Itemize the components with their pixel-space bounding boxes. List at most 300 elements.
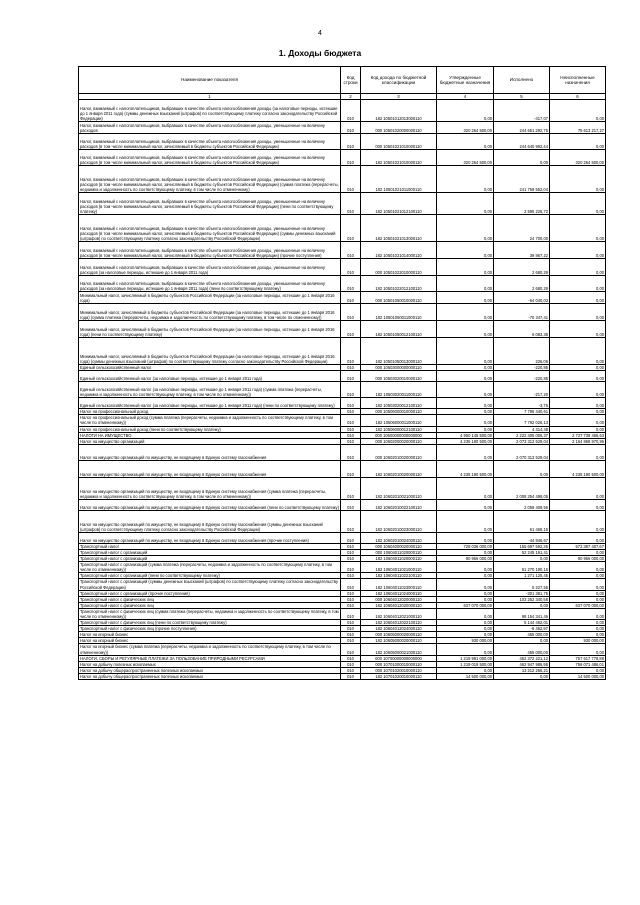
table-row: [79, 398, 606, 409]
row-kbk: 182 10506000011000110: [361, 415, 437, 426]
row-line-code: 010: [341, 632, 361, 638]
row-executed: 244 651 292,75: [494, 122, 550, 134]
row-executed: -220,85: [494, 371, 550, 382]
row-line-code: 010: [341, 510, 361, 532]
row-line-code: 010: [341, 626, 361, 632]
row-kbk: 182 10503020011000110: [361, 382, 437, 398]
row-line-code: 010: [341, 292, 361, 304]
row-name: Налог на профессиональный доход: [79, 409, 341, 415]
row-executed: -6 462,97: [494, 626, 550, 632]
row-remaining: 572 387 407,67: [550, 543, 606, 549]
row-name: Налог на имущество организаций по имуществу, не входящему в Единую систему газоснабжения: [79, 460, 341, 477]
row-approved: 0,00: [437, 532, 494, 543]
row-remaining: 0,00: [550, 562, 606, 573]
row-line-code: 010: [341, 460, 361, 477]
row-executed: 455 000,00: [494, 644, 550, 655]
row-approved: 0,00: [437, 382, 494, 398]
row-executed: 0,00: [494, 460, 550, 477]
row-approved: 0,00: [437, 276, 494, 292]
row-kbk: 182 10604012020000110: [361, 602, 437, 608]
row-line-code: 010: [341, 398, 361, 409]
row-name: Транспортный налог с организаций (сумма платежа (перерасчеты, недоимка и задолженность по соответствующему платежу, в том числе по отмененному)): [79, 562, 341, 573]
row-remaining: 0,00: [550, 371, 606, 382]
row-line-code: 010: [341, 543, 361, 549]
row-executed: 244 640 992,44: [494, 134, 550, 150]
row-remaining: 0,00: [550, 415, 606, 426]
row-remaining: 0,00: [550, 100, 606, 122]
row-kbk: 182 10701020010000110: [361, 673, 437, 679]
row-approved: 0,00: [437, 242, 494, 259]
row-executed: 7 792 026,13: [494, 415, 550, 426]
row-remaining: 0,00: [550, 409, 606, 415]
row-kbk: 000 10600000000000000: [361, 432, 437, 438]
table-row: [79, 338, 606, 365]
row-remaining: 757 617 778,88: [550, 655, 606, 661]
row-approved: 0,00: [437, 444, 494, 460]
row-line-code: 010: [341, 638, 361, 644]
row-name: Налог на имущество организаций: [79, 438, 341, 444]
row-executed: 13 212 265,21: [494, 667, 550, 673]
row-line-code: 010: [341, 276, 361, 292]
row-remaining: 756 071 486,01: [550, 661, 606, 667]
row-line-code: 010: [341, 304, 361, 321]
row-approved: 4 950 145 500,00: [437, 432, 494, 438]
row-name: Налог на имущество организаций по имуществу, не входящему в Единую систему газоснабжения (суммы денежных взысканий (штрафов) по соответствующему платежу согласно законодательству Российской Федерации): [79, 510, 341, 532]
row-remaining: 0,00: [550, 292, 606, 304]
row-approved: 4 235 180 500,00: [437, 438, 494, 444]
row-kbk: 182 10501021013000110: [361, 215, 437, 242]
row-approved: 0,00: [437, 562, 494, 573]
row-kbk: 182 10501021012100110: [361, 193, 437, 215]
table-row: [79, 444, 606, 460]
row-remaining: 90 966 000,00: [550, 556, 606, 562]
row-remaining: 0,00: [550, 590, 606, 596]
row-kbk: 182 10501012013000110: [361, 100, 437, 122]
row-line-code: 010: [341, 150, 361, 166]
row-executed: 24 700,00: [494, 215, 550, 242]
row-kbk: 182 10501050011000110: [361, 304, 437, 321]
row-approved: 0,00: [437, 590, 494, 596]
row-approved: 0,00: [437, 166, 494, 193]
row-name: Налог на имущество организаций по имуществу, не входящему в Единую систему газоснабжения: [79, 444, 341, 460]
row-line-code: 010: [341, 444, 361, 460]
row-approved: 320 264 500,00: [437, 122, 494, 134]
row-remaining: 0,00: [550, 532, 606, 543]
row-line-code: 010: [341, 242, 361, 259]
table-row: [79, 382, 606, 398]
row-approved: 4 235 180 500,00: [437, 460, 494, 477]
row-remaining: 14 500 000,00: [550, 673, 606, 679]
row-remaining: 0,00: [550, 193, 606, 215]
row-kbk: 000 10503000000000110: [361, 365, 437, 371]
row-line-code: 010: [341, 382, 361, 398]
row-executed: 2 073 312 529,04: [494, 438, 550, 444]
row-kbk: 000 10701000010000110: [361, 661, 437, 667]
row-line-code: 010: [341, 259, 361, 276]
row-name: Налог, взимаемый с налогоплательщиков, выбравших в качестве объекта налогообложения доходы, уменьшенные на величину расходов (за налоговые периоды, истекшие до 1 января 2011 года) (пени по соответствующему платежу): [79, 276, 341, 292]
row-approved: 637 070 000,00: [437, 602, 494, 608]
header-kbk: Код дохода по бюджетной классификации: [361, 67, 437, 94]
row-kbk: 182 10501021010000110: [361, 150, 437, 166]
row-remaining: 0,00: [550, 426, 606, 432]
row-name: Единый сельскохозяйственный налог (за налоговые периоды, истекшие до 1 января 2011 года) (сумма платежа (перерасчеты, недоимка и задолженность по соответствующему платежу, в том числе по отмененному)): [79, 382, 341, 398]
row-line-code: 010: [341, 438, 361, 444]
row-name: Налог на добычу общераспространенных полезных ископаемых: [79, 673, 341, 679]
row-line-code: 010: [341, 409, 361, 415]
row-line-code: 010: [341, 134, 361, 150]
col-number: 4: [437, 94, 494, 100]
row-approved: 1 219 991 000,00: [437, 655, 494, 661]
row-name: НАЛОГИ НА ИМУЩЕСТВО: [79, 432, 341, 438]
row-executed: 0,00: [494, 602, 550, 608]
header-name: Наименование показателя: [79, 67, 341, 94]
row-executed: 1 271 125,45: [494, 573, 550, 579]
row-remaining: 930 000,00: [550, 638, 606, 644]
row-line-code: 010: [341, 590, 361, 596]
row-kbk: 000 10602010020000110: [361, 444, 437, 460]
row-name: Налог, взимаемый с налогоплательщиков, выбравших в качестве объекта налогообложения доходы, уменьшенные на величину расходов (в том числе минимальный налог, зачисляемый в бюджеты субъектов Российской Федерации): [79, 134, 341, 150]
row-executed: 39 867,22: [494, 242, 550, 259]
row-approved: 930 000,00: [437, 638, 494, 644]
row-executed: 0,00: [494, 556, 550, 562]
row-remaining: 0,00: [550, 579, 606, 590]
row-kbk: 182 10604012021000110: [361, 608, 437, 619]
row-name: Налог, взимаемый с налогоплательщиков, выбравших в качестве объекта налогообложения доходы, уменьшенные на величину расходов (за налоговые периоды, истекшие до 1 января 2011 года): [79, 259, 341, 276]
row-remaining: 2 164 868 970,96: [550, 438, 606, 444]
table-row: [79, 510, 606, 532]
row-executed: 2 059 409,56: [494, 499, 550, 510]
row-approved: 0,00: [437, 596, 494, 602]
row-kbk: 000 10604011020000110: [361, 549, 437, 555]
row-executed: 0,00: [494, 150, 550, 166]
table-header-row: [79, 67, 606, 94]
table-row: [79, 371, 606, 382]
row-line-code: 010: [341, 562, 361, 573]
row-kbk: 182 10602010020000110: [361, 460, 437, 477]
row-kbk: 182 10602010022100110: [361, 499, 437, 510]
row-approved: 0,00: [437, 292, 494, 304]
table-row: [79, 134, 606, 150]
row-name: Налог на профессиональный доход (сумма платежа (перерасчеты, недоимка и задолженность по соответствующему платежу, в том числе по отмененному)): [79, 415, 341, 426]
row-remaining: 0,00: [550, 626, 606, 632]
table-row: [79, 100, 606, 122]
row-executed: -70 347,41: [494, 304, 550, 321]
row-name: Налог на имущество организаций по имуществу, не входящему в Единую систему газоснабжения (сумма платежа (перерасчеты, недоимка и задолженность по соответствующему платежу, в том числе по отмененному)): [79, 477, 341, 499]
row-line-code: 010: [341, 661, 361, 667]
row-name: Транспортный налог с физических лиц (сумма платежа (перерасчеты, недоимка и задолженность по соответствующему платежу, в том числе по отмененному)): [80, 608, 339, 619]
table-row: [79, 532, 606, 543]
row-kbk: 000 10501022010000110: [361, 259, 437, 276]
row-executed: -220,85: [494, 365, 550, 371]
row-remaining: 0,00: [550, 620, 606, 626]
row-approved: 0,00: [437, 304, 494, 321]
row-line-code: 010: [341, 166, 361, 193]
header-remaining: Неисполненные назначения: [550, 67, 606, 94]
row-kbk: 182 10604011023000110: [361, 579, 437, 590]
row-approved: 0,00: [437, 215, 494, 242]
row-executed: 2 222 405 006,37: [494, 432, 550, 438]
row-executed: 5 144 462,01: [494, 620, 550, 626]
row-name: Транспортный налог: [79, 543, 341, 549]
row-line-code: 010: [341, 667, 361, 673]
row-remaining: 0,00: [550, 215, 606, 242]
table-row: [79, 304, 606, 321]
table-body: [79, 100, 606, 680]
row-approved: 0,00: [437, 644, 494, 655]
row-name: Налог на профессиональный доход (пени по соответствующему платежу): [79, 426, 341, 432]
page-title: 1. Доходы бюджета: [278, 48, 362, 58]
row-remaining: 0,00: [550, 644, 606, 655]
row-executed: 52 245 161,41: [494, 549, 550, 555]
row-kbk: 182 10501050012100110: [361, 321, 437, 338]
row-remaining: 0,00: [550, 596, 606, 602]
row-approved: 14 500 000,00: [437, 673, 494, 679]
row-line-code: 010: [341, 371, 361, 382]
row-line-code: 010: [341, 499, 361, 510]
row-kbk: 182 10602010024000110: [361, 532, 437, 543]
row-line-code: 010: [341, 573, 361, 579]
header-executed: Исполнено: [494, 67, 550, 94]
row-executed: 51 270 190,16: [494, 562, 550, 573]
row-executed: -64 040,03: [494, 292, 550, 304]
header-line-code: Код строки: [341, 67, 361, 94]
table-row: [79, 122, 606, 134]
row-remaining: 0,00: [550, 365, 606, 371]
row-line-code: 010: [341, 608, 361, 619]
row-approved: 0,00: [437, 549, 494, 555]
row-kbk: 182 10604011022100110: [361, 573, 437, 579]
row-line-code: 010: [341, 655, 361, 661]
row-name: Минимальный налог, зачисляемый в бюджеты субъектов Российской Федерации (за налоговые периоды, истекшие до 1 января 2016 года) (суммы денежных взысканий (штрафов) по соответствующему платежу согласно законодательству Российской Федерации): [79, 338, 341, 365]
row-name: Минимальный налог, зачисляемый в бюджеты субъектов Российской Федерации (за налоговые периоды, истекшие до 1 января 2016 года) (пени по соответствующему платежу): [79, 321, 341, 338]
col-number: 6: [550, 94, 606, 100]
row-approved: 0,00: [437, 338, 494, 365]
row-name: Транспортный налог с организаций (пени по соответствующему платежу): [79, 573, 341, 579]
row-approved: 0,00: [437, 100, 494, 122]
row-line-code: 010: [341, 556, 361, 562]
row-line-code: 010: [341, 644, 361, 655]
row-remaining: 4 235 180 500,00: [550, 460, 606, 477]
row-line-code: 010: [341, 549, 361, 555]
row-line-code: 010: [341, 100, 361, 122]
table-row: [79, 292, 606, 304]
col-number: 3: [361, 94, 437, 100]
row-name: Налог, взимаемый с налогоплательщиков, выбравших в качестве объекта налогообложения доходы, уменьшенные на величину расходов (в том числе минимальный налог, зачисляемый в бюджеты субъектов Российской Федерации) (суммы денежных взысканий (штрафов) по соответствующему платежу согласно законодательству Российской Федерации): [79, 215, 341, 242]
row-approved: 90 966 000,00: [437, 556, 494, 562]
row-line-code: 010: [341, 321, 361, 338]
row-kbk: 000 10503020010000110: [361, 371, 437, 382]
row-line-code: 010: [341, 338, 361, 365]
row-name: Налог, взимаемый с налогоплательщиков, выбравших в качестве объекта налогообложения доходы, уменьшенные на величину расходов (в том числе минимальный налог, зачисляемый в бюджеты субъектов Российской Федерации): [79, 150, 341, 166]
table-row: [79, 150, 606, 166]
row-approved: 320 264 500,00: [437, 150, 494, 166]
row-name: НАЛОГИ, СБОРЫ И РЕГУЛЯРНЫЕ ПЛАТЕЖИ ЗА ПОЛЬЗОВАНИЕ ПРИРОДНЫМИ РЕСУРСАМИ: [79, 655, 341, 661]
row-remaining: 0,00: [550, 573, 606, 579]
row-executed: 7 796 440,61: [494, 409, 550, 415]
row-name: Транспортный налог с организаций (суммы денежных взысканий (штрафов) по соответствующему платежу согласно законодательству Российской Федерации): [79, 579, 341, 590]
row-executed: 155 697 592,35: [494, 543, 550, 549]
table-row: [79, 242, 606, 259]
row-executed: 0,00: [494, 673, 550, 679]
row-line-code: 010: [341, 596, 361, 602]
row-remaining: 0,00: [550, 444, 606, 460]
row-executed: -44 846,67: [494, 532, 550, 543]
row-kbk: 182 10604011021000110: [361, 562, 437, 573]
row-remaining: 2 727 739 466,63: [550, 432, 606, 438]
row-name: Транспортный налог с физических лиц (пени по соответствующему платежу): [79, 620, 341, 626]
row-remaining: 0,00: [550, 259, 606, 276]
row-kbk: 000 10506000010000110: [361, 409, 437, 415]
row-approved: 0,00: [437, 608, 494, 619]
row-remaining: 0,00: [550, 499, 606, 510]
row-executed: -3,75: [494, 398, 550, 409]
table-row: [79, 215, 606, 242]
row-line-code: 010: [341, 193, 361, 215]
row-remaining: 0,00: [550, 166, 606, 193]
col-number: 2: [341, 94, 361, 100]
row-kbk: 182 10501022012100110: [361, 276, 437, 292]
row-name: Транспортный налог с организаций: [79, 549, 341, 555]
table-row: [79, 321, 606, 338]
row-name: Налог, взимаемый с налогоплательщиков, выбравших в качестве объекта налогообложения доходы, уменьшенные на величину расходов (в том числе минимальный налог, зачисляемый в бюджеты субъектов Российской Федерации) (прочие поступления): [79, 242, 341, 259]
table-row: [79, 477, 606, 499]
row-kbk: 182 10506000012100110: [361, 426, 437, 432]
header-approved: Утвержденные бюджетные назначения: [437, 67, 494, 94]
row-remaining: 0,00: [550, 477, 606, 499]
row-approved: 0,00: [437, 259, 494, 276]
row-approved: 728 036 000,00: [437, 543, 494, 549]
row-executed: 462 372 221,12: [494, 655, 550, 661]
row-executed: 61 468,15: [494, 510, 550, 532]
row-approved: 0,00: [437, 193, 494, 215]
row-executed: 6 083,35: [494, 321, 550, 338]
row-approved: 0,00: [437, 365, 494, 371]
table-row: [79, 562, 606, 573]
row-remaining: 0,00: [550, 382, 606, 398]
row-approved: 0,00: [437, 626, 494, 632]
row-remaining: 0,00: [550, 276, 606, 292]
table-row: [79, 608, 606, 619]
table-row: [79, 644, 606, 655]
row-executed: 2 070 313 529,04: [494, 444, 550, 460]
row-remaining: 0,00: [550, 632, 606, 638]
row-line-code: 010: [341, 477, 361, 499]
row-approved: 0,00: [437, 620, 494, 626]
row-remaining: 0,00: [550, 549, 606, 555]
row-approved: 0,00: [437, 499, 494, 510]
row-remaining: 320 264 500,00: [550, 150, 606, 166]
row-remaining: 0,00: [550, 608, 606, 619]
row-kbk: 182 10605000021000110: [361, 644, 437, 655]
row-name: Налог, взимаемый с налогоплательщиков, выбравших в качестве объекта налогообложения доходы, уменьшенные на величину расходов (в том числе минимальный налог, зачисляемый в бюджеты субъектов Российской Федерации) (пени по соответствующему платежу): [79, 193, 341, 215]
row-kbk: 000 10501021010000110: [361, 134, 437, 150]
row-kbk: 000 10604000020000110: [361, 543, 437, 549]
row-approved: 0,00: [437, 398, 494, 409]
row-kbk: 182 10503020012100110: [361, 398, 437, 409]
row-approved: 0,00: [437, 477, 494, 499]
row-executed: 455 000,00: [494, 632, 550, 638]
row-executed: 0,00: [494, 638, 550, 644]
row-name: Транспортный налог с организаций: [79, 556, 341, 562]
row-executed: 241 759 552,04: [494, 166, 550, 193]
table-row: [79, 673, 606, 679]
row-line-code: 010: [341, 215, 361, 242]
row-kbk: 182 10501021011000110: [361, 166, 437, 193]
row-remaining: 75 613 217,27: [550, 122, 606, 134]
row-name: Транспортный налог с физических лиц (прочие поступления): [79, 626, 341, 632]
row-remaining: 0,00: [550, 304, 606, 321]
row-remaining: 0,00: [550, 321, 606, 338]
row-remaining: 0,00: [550, 398, 606, 409]
row-kbk: 182 10604011020000110: [361, 556, 437, 562]
row-name: Налог, взимаемый с налогоплательщиков, выбравших в качестве объекта налогообложения доходы, уменьшенные на величину расходов: [79, 122, 341, 134]
row-kbk: 182 10605000020000110: [361, 638, 437, 644]
page-number: 4: [318, 30, 322, 37]
row-approved: 0,00: [437, 573, 494, 579]
row-executed: -301 381,75: [494, 590, 550, 596]
row-approved: 0,00: [437, 371, 494, 382]
row-line-code: 010: [341, 432, 361, 438]
row-kbk: 000 10605000020000110: [361, 632, 437, 638]
table-row: [79, 193, 606, 215]
row-line-code: 010: [341, 579, 361, 590]
row-line-code: 010: [341, 602, 361, 608]
row-approved: 0,00: [437, 409, 494, 415]
row-name: Налог, взимаемый с налогоплательщиков, выбравших в качестве объекта налогообложения доходы, уменьшенные на величину расходов (в том числе минимальный налог, зачисляемый в бюджеты субъектов Российской Федерации) (сумма платежа (перерасчеты, недоимка и задолженность по соответствующему платежу, в том числе по отмененному): [79, 166, 341, 193]
row-name: Транспортный налог с физических лиц: [79, 596, 341, 602]
row-name: Транспортный налог с физических лиц: [79, 602, 341, 608]
row-name: Минимальный налог, зачисляемый в бюджеты субъектов Российской Федерации (за налоговые периоды, истекшие до 1 января 2016 года): [79, 292, 341, 304]
row-approved: 0,00: [437, 579, 494, 590]
row-name: Налог на игорный бизнес: [79, 638, 341, 644]
row-kbk: 000 10501050010000110: [361, 292, 437, 304]
row-kbk: 182 10501021014000110: [361, 242, 437, 259]
row-executed: -417,07: [494, 100, 550, 122]
row-name: Единый сельскохозяйственный налог: [79, 365, 341, 371]
row-executed: 226,06: [494, 338, 550, 365]
row-approved: 0,00: [437, 632, 494, 638]
row-executed: 2 680,29: [494, 259, 550, 276]
row-kbk: 000 10604012020000110: [361, 596, 437, 602]
row-line-code: 010: [341, 426, 361, 432]
row-approved: 0,00: [437, 667, 494, 673]
col-number: 5: [494, 94, 550, 100]
table-row: [79, 579, 606, 590]
col-number: 1: [79, 94, 341, 100]
table-row: [79, 166, 606, 193]
row-remaining: 0,00: [550, 338, 606, 365]
row-kbk: 182 10604011024000110: [361, 590, 437, 596]
row-name: Налог на игорный бизнес: [79, 632, 341, 638]
row-kbk: 000 10501020000000110: [361, 122, 437, 134]
row-approved: 1 219 019 500,00: [437, 661, 494, 667]
row-remaining: 0,00: [550, 510, 606, 532]
row-kbk: 182 10602010021000110: [361, 477, 437, 499]
row-kbk: 000 10700000000000000: [361, 655, 437, 661]
row-kbk: 182 10604012024000110: [361, 626, 437, 632]
row-kbk: 182 10604012022100110: [361, 620, 437, 626]
row-executed: -217,20: [494, 382, 550, 398]
row-executed: 103 252 340,58: [494, 596, 550, 602]
row-kbk: 000 10602000020000110: [361, 438, 437, 444]
row-name: Налог на имущество организаций по имуществу, не входящему в Единую систему газоснабжения (прочие поступления): [79, 532, 341, 543]
row-executed: 462 947 986,95: [494, 661, 550, 667]
row-executed: 4 414,48: [494, 426, 550, 432]
row-line-code: 010: [341, 532, 361, 543]
row-name: Налог, взимаемый с налогоплательщиков, выбравших в качестве объекта налогообложения доходы (за налоговые периоды, истекшие до 1 января 2011 года) (суммы денежных взысканий (штрафов) по соответствующему платежу согласно законодательству Российской Федерации): [79, 100, 341, 122]
row-executed: 2 680,29: [494, 276, 550, 292]
row-executed: 5 227,55: [494, 579, 550, 590]
